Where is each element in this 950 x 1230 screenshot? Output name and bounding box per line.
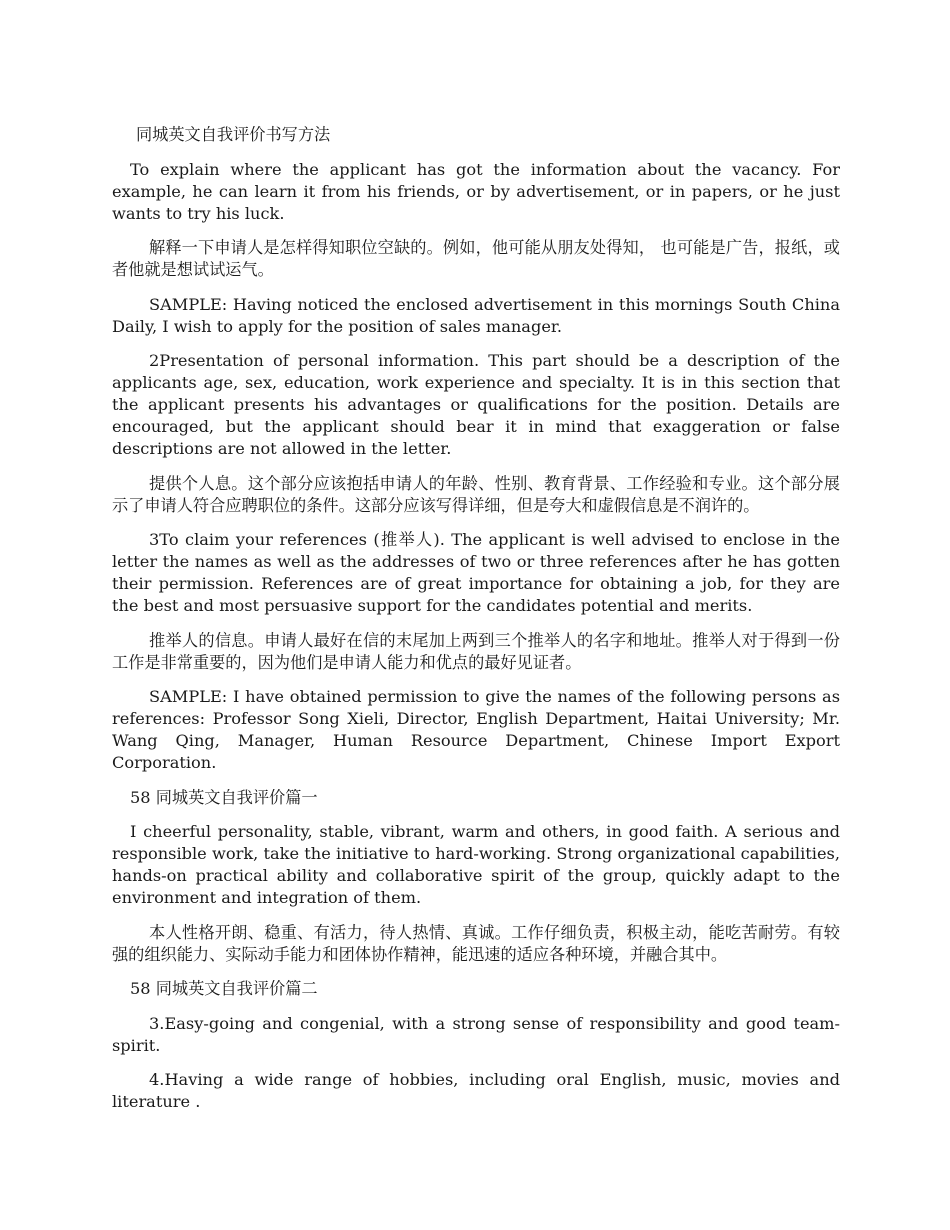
paragraph-personality-zh: 本人性格开朗、稳重、有活力，待人热情、真诚。工作仔细负责，积极主动，能吃苦耐劳。有较强的组织能力、实际动手能力和团体协作精神，能迅速的适应各种环境，并融合其中。 [112,922,840,964]
paragraph-vacancy-source-zh: 解释一下申请人是怎样得知职位空缺的。例如，他可能从朋友处得知， 也可能是广告，报纸，或者他就是想试试运气。 [112,238,840,279]
paragraph-sample-references: SAMPLE: I have obtained permission to give the names of the following persons as references: Professor Song Xieli, Director, English Department, Haitai University; Mr. Wang Qing, Manager, Human Resource Department, Chinese Import Export Corporation. [112,687,840,772]
paragraph-personality-en: I cheerful personality, stable, vibrant, warm and others, in good faith. A serious and responsible work, take the initiative to hard-working. Strong organizational capabilities, hands-on practical ability and collaborative spirit of the group, quickly adapt to the environment and integration of them. [112,822,840,907]
paragraph-sample-advertisement: SAMPLE: Having noticed the enclosed advertisement in this mornings South China Daily, I wish to apply for the position of sales manager. [112,294,840,336]
section-title-writing-method: 同城英文自我评价书写方法 [136,125,331,144]
section-title-part-one: 58 同城英文自我评价篇一 [130,787,318,807]
paragraph-personal-info-zh: 提供个人息。这个部分应该抱括申请人的年龄、性别、教育背景、工作经验和专业。这个部分展示了申请人符合应聘职位的条件。这部分应该写得详细，但是夸大和虚假信息是不润许的。 [112,473,840,515]
section-title-part-two: 58 同城英文自我评价篇二 [130,979,318,998]
list-item-easy-going: 3.Easy-going and congenial, with a strong sense of responsibility and good team-spirit. [112,1013,840,1055]
paragraph-personal-info-en: 2Presentation of personal information. This part should be a description of the applicants age, sex, education, work experience and specialty. It is in this section that the applicant presents his advantages or qualifications for the position. Details are encouraged, but the applicant should bear it in mind that exaggeration or false descriptions are not allowed in the letter. [112,351,840,458]
paragraph-references-en: 3To claim your references (推举人). The applicant is well advised to enclose in the letter the names as well as the addresses of two or three references after he has gotten their permission. References are of great importance for obtaining a job, for they are the best and most persuasive support for the candidates potential and merits. [112,530,840,615]
paragraph-references-zh: 推举人的信息。申请人最好在信的末尾加上两到三个推举人的名字和地址。推举人对于得到一份工作是非常重要的，因为他们是申请人能力和优点的最好见证者。 [112,630,840,672]
paragraph-vacancy-source-en: To explain where the applicant has got the information about the vacancy. For example, he can learn it from his friends, or by advertisement, or in papers, or he just wants to try his luck. [112,159,840,223]
list-item-hobbies: 4.Having a wide range of hobbies, including oral English, music, movies and literature . [112,1070,840,1111]
document-page [112,124,840,1126]
